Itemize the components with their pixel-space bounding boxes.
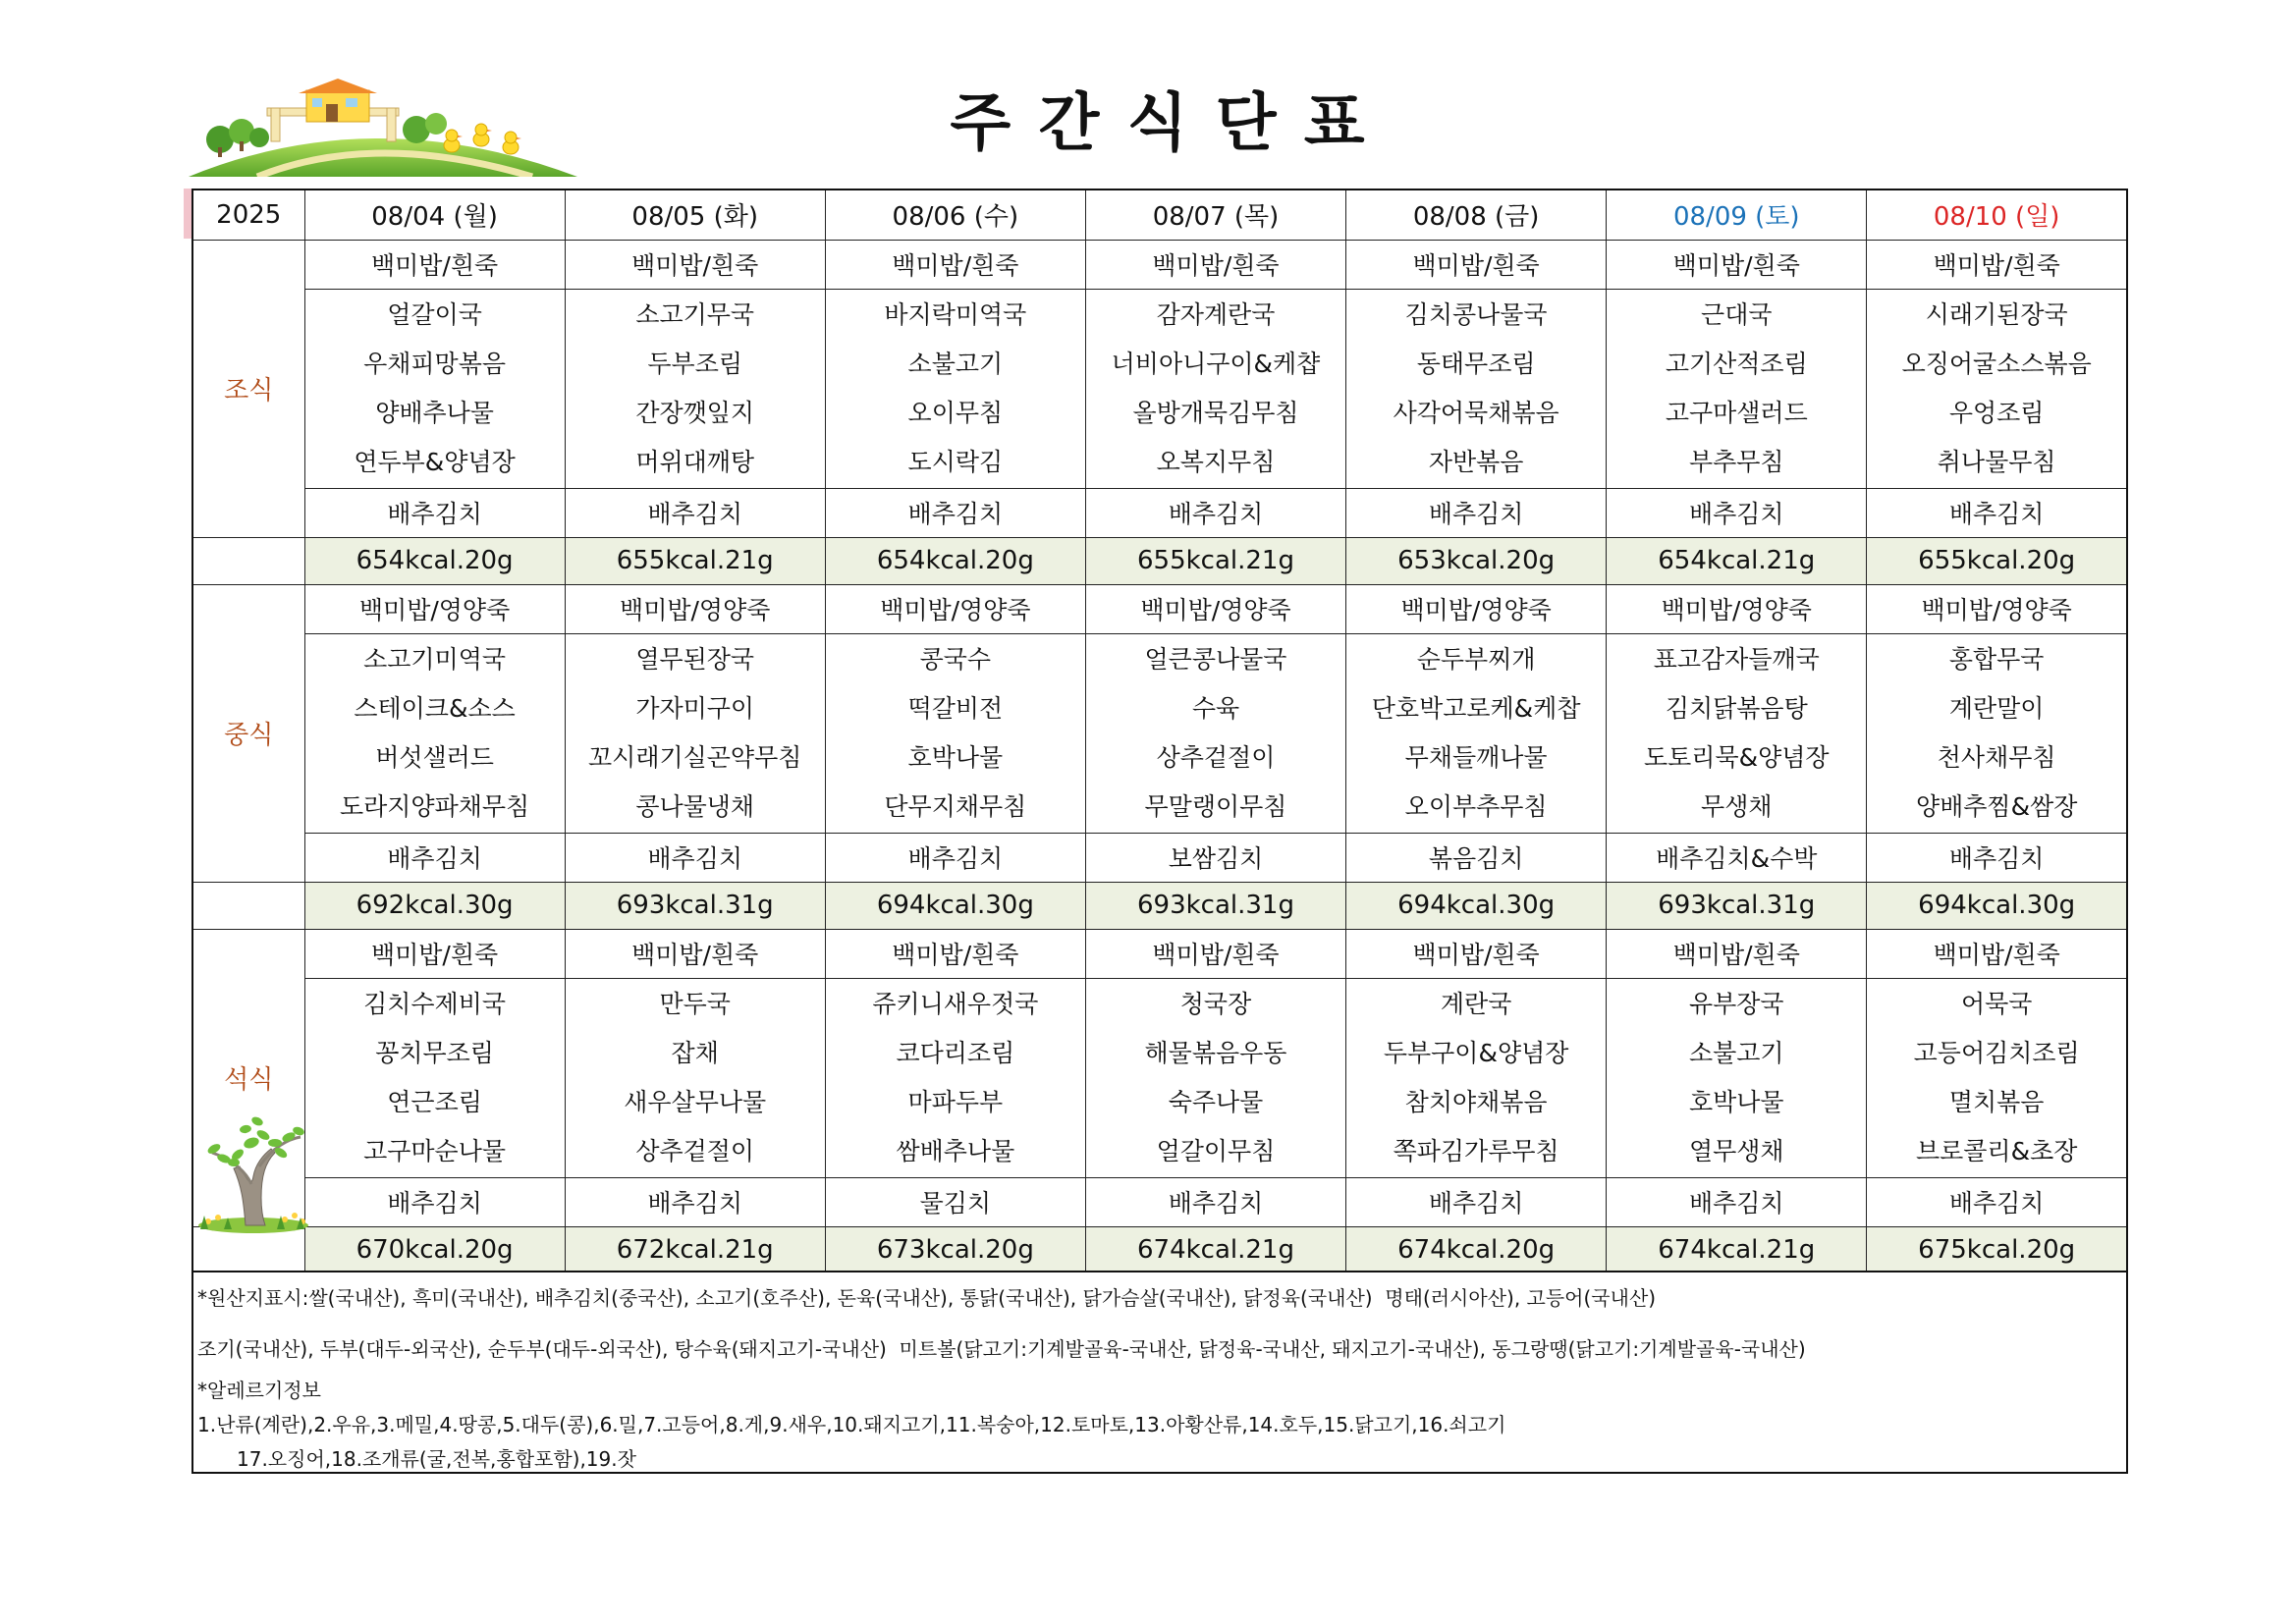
dish-item: 마파두부 xyxy=(907,1087,1004,1116)
meal-label-breakfast: 조식 xyxy=(192,240,304,537)
kimchi-cell: 배추김치 xyxy=(565,488,825,537)
rice-cell: 백미밥/흰죽 xyxy=(1085,929,1345,978)
kimchi-cell: 배추김치 xyxy=(1867,833,2127,882)
kcal-cell: 670kcal.20g xyxy=(304,1226,565,1273)
dish-item: 계란국 xyxy=(1440,989,1512,1018)
kcal-cell: 673kcal.20g xyxy=(825,1226,1085,1273)
dish-item: 도토리묵&양념장 xyxy=(1644,742,1830,772)
kimchi-cell: 배추김치&수박 xyxy=(1607,833,1867,882)
dish-item: 열무생채 xyxy=(1688,1136,1784,1165)
rice-cell: 백미밥/흰죽 xyxy=(1346,929,1607,978)
mains-cell xyxy=(565,978,825,1177)
rice-cell: 백미밥/흰죽 xyxy=(304,929,565,978)
kcal-cell: 654kcal.20g xyxy=(304,537,565,584)
mains-cell xyxy=(825,289,1085,488)
dish-item: 새우살무나물 xyxy=(624,1087,767,1116)
meal-label-dinner: 석식 xyxy=(192,929,304,1226)
kcal-cell: 674kcal.20g xyxy=(1346,1226,1607,1273)
kcal-cell: 655kcal.21g xyxy=(565,537,825,584)
dish-item: 소불고기 xyxy=(1688,1038,1784,1067)
rice-cell: 백미밥/흰죽 xyxy=(1085,240,1345,289)
mains-cell xyxy=(1607,289,1867,488)
origin-note-line-2: 조기(국내산), 두부(대두-외국산), 순두부(대두-외국산), 탕수육(돼지고기-국내산) 미트볼(닭고기:기계발골육-국내산, 닭정육-국내산, 돼지고기-국내산), 동그랑땡(닭고기:기계발골육-국내산) xyxy=(197,1337,1806,1361)
breakfast-kcal-row xyxy=(192,537,2127,584)
dish-item: 얼갈이무침 xyxy=(1156,1136,1276,1165)
kimchi-cell: 배추김치 xyxy=(1085,488,1345,537)
dish-item: 김치닭볶음탕 xyxy=(1665,693,1808,723)
dish-item: 사각어묵채볶음 xyxy=(1393,398,1559,427)
dish-item: 코다리조림 xyxy=(896,1038,1015,1067)
dish-item: 올방개묵김무침 xyxy=(1132,398,1299,427)
dish-item: 호박나물 xyxy=(1688,1087,1784,1116)
dinner-kimchi-row xyxy=(192,1177,2127,1226)
dish-item: 꽁치무조림 xyxy=(375,1038,494,1067)
kcal-cell: 675kcal.20g xyxy=(1867,1226,2127,1273)
kcal-cell: 693kcal.31g xyxy=(565,882,825,929)
mains-cell xyxy=(565,289,825,488)
rice-cell: 백미밥/흰죽 xyxy=(1867,929,2127,978)
dish-item: 소고기미역국 xyxy=(363,644,507,674)
dish-item: 천사채무침 xyxy=(1937,742,2056,772)
kimchi-cell: 배추김치 xyxy=(304,488,565,537)
dish-item: 단호박고로케&케찹 xyxy=(1371,693,1581,723)
dish-item: 단무지채무침 xyxy=(884,791,1027,821)
dish-item: 간장깻잎지 xyxy=(635,398,755,427)
dinner-mains-row xyxy=(192,978,2127,1177)
dish-item: 머위대깨탕 xyxy=(635,447,755,476)
dish-item: 표고감자들깨국 xyxy=(1653,644,1820,674)
dish-item: 쪽파김가루무침 xyxy=(1393,1136,1559,1165)
mains-cell xyxy=(304,633,565,833)
dish-item: 멸치볶음 xyxy=(1948,1087,2045,1116)
dish-item: 부추무침 xyxy=(1688,447,1784,476)
rice-cell: 백미밥/영양죽 xyxy=(825,584,1085,633)
menu-table-body xyxy=(192,189,2127,1273)
rice-cell: 백미밥/영양죽 xyxy=(1867,584,2127,633)
dish-item: 바지락미역국 xyxy=(884,299,1027,329)
rice-cell: 백미밥/흰죽 xyxy=(825,929,1085,978)
kimchi-cell: 볶음김치 xyxy=(1346,833,1607,882)
dish-item: 상추겉절이 xyxy=(1156,742,1276,772)
school-house-hill-illustration xyxy=(189,79,577,177)
breakfast-kimchi-row xyxy=(192,488,2127,537)
dish-item: 스테이크&소스 xyxy=(354,693,516,723)
dish-item: 시래기된장국 xyxy=(1925,299,2068,329)
year-cell: 2025 xyxy=(192,189,304,240)
dish-item: 연근조림 xyxy=(387,1087,482,1116)
mains-cell xyxy=(1867,289,2127,488)
mains-cell xyxy=(825,633,1085,833)
date-header: 08/07 (목) xyxy=(1085,189,1345,240)
dish-item: 고등어김치조림 xyxy=(1913,1038,2080,1067)
notes-box xyxy=(191,1271,2128,1474)
dish-item: 쌈배추나물 xyxy=(896,1136,1015,1165)
dish-item: 소불고기 xyxy=(907,349,1004,378)
kimchi-cell: 배추김치 xyxy=(825,488,1085,537)
dish-item: 오징어굴소스볶음 xyxy=(1901,349,2092,378)
kcal-cell: 655kcal.21g xyxy=(1085,537,1345,584)
kimchi-cell: 배추김치 xyxy=(1867,1177,2127,1226)
kcal-cell: 693kcal.31g xyxy=(1085,882,1345,929)
dish-item: 어묵국 xyxy=(1960,989,2033,1018)
lunch-kcal-row xyxy=(192,882,2127,929)
breakfast-mains-row xyxy=(192,289,2127,488)
mains-cell xyxy=(1867,978,2127,1177)
rice-cell: 백미밥/흰죽 xyxy=(565,240,825,289)
allergy-title: *알레르기정보 xyxy=(197,1379,321,1402)
allergy-note-line-2: 17.오징어,18.조개류(굴,전복,홍합포함),19.잣 xyxy=(237,1447,636,1471)
dinner-rice-row xyxy=(192,929,2127,978)
dish-item: 고기산적조림 xyxy=(1665,349,1808,378)
mains-cell xyxy=(1607,633,1867,833)
date-header: 08/08 (금) xyxy=(1346,189,1607,240)
rice-cell: 백미밥/흰죽 xyxy=(1867,240,2127,289)
date-header: 08/06 (수) xyxy=(825,189,1085,240)
mains-cell xyxy=(1867,633,2127,833)
dish-item: 숙주나물 xyxy=(1168,1087,1264,1116)
date-header: 08/04 (월) xyxy=(304,189,565,240)
dish-item: 김치수제비국 xyxy=(363,989,507,1018)
kimchi-cell: 배추김치 xyxy=(1867,488,2127,537)
dish-item: 계란말이 xyxy=(1948,693,2045,723)
dish-item: 얼갈이국 xyxy=(387,299,482,329)
kimchi-cell: 배추김치 xyxy=(565,1177,825,1226)
lunch-kimchi-row xyxy=(192,833,2127,882)
dish-item: 홍합무국 xyxy=(1948,644,2045,674)
dish-item: 브로콜리&초장 xyxy=(1915,1136,2078,1165)
allergy-note-line-1: 1.난류(계란),2.우유,3.메밀,4.땅콩,5.대두(콩),6.밀,7.고등어,8.게,9.새우,10.돼지고기,11.복숭아,12.토마토,13.아황산류,14.호두,15.닭고기,16.쇠고기 xyxy=(197,1413,1506,1436)
dish-item: 순두부찌개 xyxy=(1416,644,1536,674)
kcal-cell: 674kcal.21g xyxy=(1607,1226,1867,1273)
header-accent-strip xyxy=(184,189,191,239)
kcal-blank-cell xyxy=(192,882,304,929)
kimchi-cell: 배추김치 xyxy=(1346,488,1607,537)
rice-cell: 백미밥/흰죽 xyxy=(565,929,825,978)
rice-cell: 백미밥/영양죽 xyxy=(1346,584,1607,633)
rice-cell: 백미밥/영양죽 xyxy=(304,584,565,633)
dish-item: 우엉조림 xyxy=(1948,398,2045,427)
kcal-cell: 674kcal.21g xyxy=(1085,1226,1345,1273)
rice-cell: 백미밥/흰죽 xyxy=(1346,240,1607,289)
weekly-menu-table xyxy=(191,189,2128,1274)
dish-item: 두부조림 xyxy=(647,349,743,378)
dish-item: 수육 xyxy=(1191,693,1240,723)
dish-item: 콩나물냉채 xyxy=(635,791,755,821)
kcal-cell: 654kcal.20g xyxy=(825,537,1085,584)
dish-item: 너비아니구이&케챱 xyxy=(1111,349,1321,378)
mains-cell xyxy=(1085,289,1345,488)
dish-item: 호박나물 xyxy=(907,742,1004,772)
dish-item: 열무된장국 xyxy=(635,644,755,674)
dish-item: 도라지양파채무침 xyxy=(339,791,530,821)
header-row xyxy=(192,189,2127,240)
mains-cell xyxy=(1085,633,1345,833)
mains-cell xyxy=(825,978,1085,1177)
rice-cell: 백미밥/영양죽 xyxy=(1085,584,1345,633)
dish-item: 연두부&양념장 xyxy=(354,447,516,476)
kcal-cell: 694kcal.30g xyxy=(1867,882,2127,929)
dish-item: 무생채 xyxy=(1701,791,1773,821)
kimchi-cell: 배추김치 xyxy=(565,833,825,882)
mains-cell xyxy=(565,633,825,833)
mains-cell xyxy=(1346,978,1607,1177)
rice-cell: 백미밥/영양죽 xyxy=(1607,584,1867,633)
mains-cell xyxy=(304,289,565,488)
kcal-cell: 694kcal.30g xyxy=(1346,882,1607,929)
dish-item: 오이부추무침 xyxy=(1404,791,1548,821)
dish-item: 유부장국 xyxy=(1688,989,1784,1018)
dish-item: 취나물무침 xyxy=(1937,447,2056,476)
kcal-cell: 655kcal.20g xyxy=(1867,537,2127,584)
dish-item: 떡갈비전 xyxy=(907,693,1004,723)
dish-item: 근대국 xyxy=(1701,299,1773,329)
mains-cell xyxy=(1346,289,1607,488)
dish-item: 꼬시래기실곤약무침 xyxy=(588,742,802,772)
dish-item: 고구마순나물 xyxy=(363,1136,507,1165)
kimchi-cell: 배추김치 xyxy=(1346,1177,1607,1226)
dish-item: 청국장 xyxy=(1179,989,1252,1018)
dish-item: 감자계란국 xyxy=(1156,299,1276,329)
dish-item: 해물볶음우동 xyxy=(1144,1038,1287,1067)
dish-item: 상추겉절이 xyxy=(635,1136,755,1165)
kimchi-cell: 배추김치 xyxy=(304,833,565,882)
kimchi-cell: 배추김치 xyxy=(1085,1177,1345,1226)
dish-item: 우채피망볶음 xyxy=(363,349,507,378)
kcal-cell: 693kcal.31g xyxy=(1607,882,1867,929)
dish-item: 무말랭이무침 xyxy=(1144,791,1287,821)
kimchi-cell: 보쌈김치 xyxy=(1085,833,1345,882)
rice-cell: 백미밥/영양죽 xyxy=(565,584,825,633)
kimchi-cell: 배추김치 xyxy=(304,1177,565,1226)
dish-item: 두부구이&양념장 xyxy=(1383,1038,1569,1067)
breakfast-rice-row xyxy=(192,240,2127,289)
dish-item: 소고기무국 xyxy=(635,299,755,329)
mains-cell xyxy=(304,978,565,1177)
rice-cell: 백미밥/흰죽 xyxy=(304,240,565,289)
tree-illustration xyxy=(194,1108,310,1233)
origin-note-line-1: *원산지표시:쌀(국내산), 흑미(국내산), 배추김치(중국산), 소고기(호주산), 돈육(국내산), 통닭(국내산), 닭가슴살(국내산), 닭정육(국내산) 명태(러시아산), 고등어(국내산) xyxy=(197,1286,1657,1310)
dish-item: 잡채 xyxy=(671,1038,719,1067)
kcal-cell: 672kcal.21g xyxy=(565,1226,825,1273)
rice-cell: 백미밥/흰죽 xyxy=(825,240,1085,289)
rice-cell: 백미밥/흰죽 xyxy=(1607,240,1867,289)
dish-item: 동태무조림 xyxy=(1416,349,1536,378)
rice-cell: 백미밥/흰죽 xyxy=(1607,929,1867,978)
dinner-kcal-row xyxy=(192,1226,2127,1273)
kcal-cell: 653kcal.20g xyxy=(1346,537,1607,584)
kimchi-cell: 물김치 xyxy=(825,1177,1085,1226)
dish-item: 버섯샐러드 xyxy=(375,742,494,772)
kcal-cell: 654kcal.21g xyxy=(1607,537,1867,584)
dish-item: 무채들깨나물 xyxy=(1404,742,1548,772)
dish-item: 도시락김 xyxy=(907,447,1004,476)
kimchi-cell: 배추김치 xyxy=(1607,488,1867,537)
meal-label-lunch: 중식 xyxy=(192,584,304,882)
dish-item: 만두국 xyxy=(659,989,731,1018)
date-header: 08/05 (화) xyxy=(565,189,825,240)
page-title: 주 간 식 단 표 xyxy=(950,87,1368,160)
dish-item: 양배추찜&쌈장 xyxy=(1915,791,2078,821)
date-header: 08/10 (일) xyxy=(1867,189,2127,240)
dish-item: 자반볶음 xyxy=(1428,447,1524,476)
dish-item: 오복지무침 xyxy=(1156,447,1276,476)
dish-item: 쥬키니새우젓국 xyxy=(872,989,1039,1018)
dish-item: 양배추나물 xyxy=(375,398,494,427)
dish-item: 가자미구이 xyxy=(635,693,755,723)
kimchi-cell: 배추김치 xyxy=(825,833,1085,882)
kcal-blank-cell xyxy=(192,537,304,584)
date-header: 08/09 (토) xyxy=(1607,189,1867,240)
dish-item: 콩국수 xyxy=(919,644,992,674)
kcal-cell: 692kcal.30g xyxy=(304,882,565,929)
kcal-cell: 694kcal.30g xyxy=(825,882,1085,929)
mains-cell xyxy=(1607,978,1867,1177)
kcal-blank-cell xyxy=(192,1226,304,1273)
dish-item: 김치콩나물국 xyxy=(1404,299,1548,329)
lunch-mains-row xyxy=(192,633,2127,833)
mains-cell xyxy=(1346,633,1607,833)
dish-item: 고구마샐러드 xyxy=(1665,398,1808,427)
lunch-rice-row xyxy=(192,584,2127,633)
dish-item: 오이무침 xyxy=(907,398,1004,427)
dish-item: 참치야채볶음 xyxy=(1404,1087,1548,1116)
dish-item: 얼큰콩나물국 xyxy=(1144,644,1287,674)
mains-cell xyxy=(1085,978,1345,1177)
kimchi-cell: 배추김치 xyxy=(1607,1177,1867,1226)
